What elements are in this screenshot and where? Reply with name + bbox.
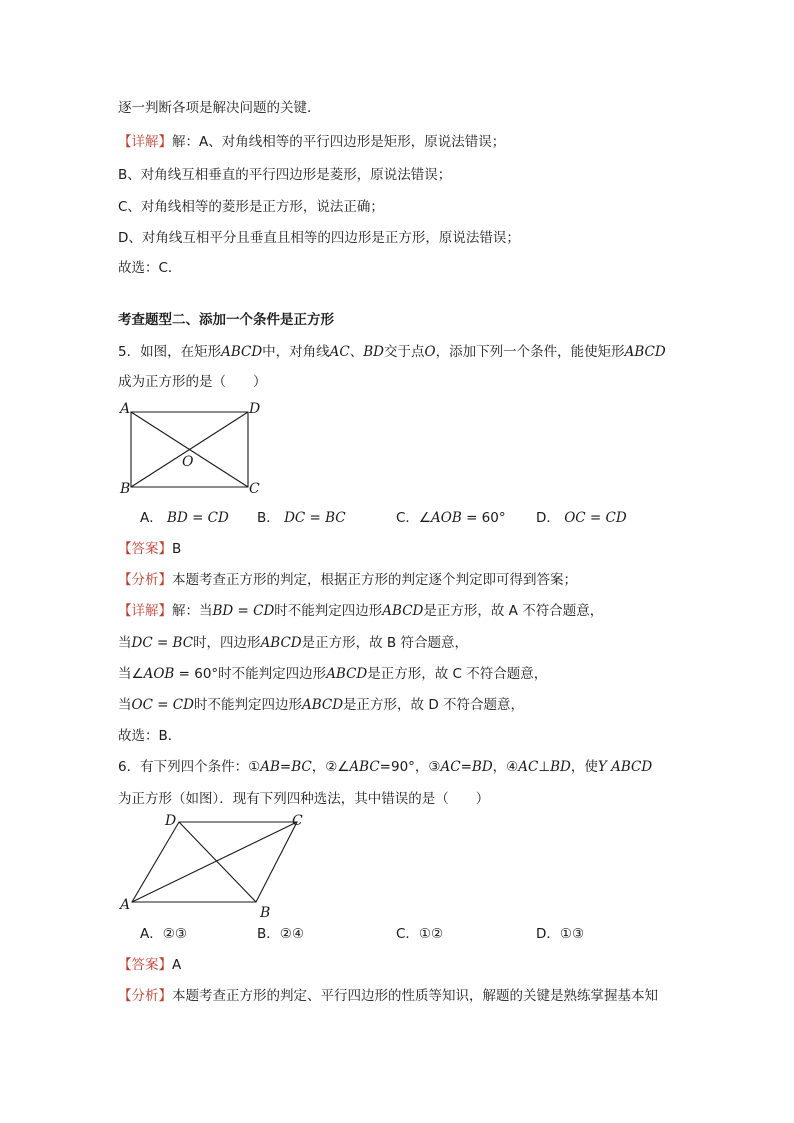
rectangle-figure: [110, 395, 280, 500]
q5-option-d: [536, 509, 627, 527]
answer-value: A: [172, 957, 182, 973]
option-letter: A．: [140, 510, 163, 526]
q6-option-a: A．②③: [140, 926, 187, 942]
q6-option-b: B．②④: [257, 926, 304, 942]
detail-line: [118, 133, 505, 151]
vertex-label-b: B: [120, 481, 131, 497]
detail-text: 时不能判定四边形: [193, 697, 302, 713]
analysis-text: 本题考查正方形的判定、平行四边形的性质等知识，解题的关键是熟练掌握基本知: [172, 988, 658, 1004]
option-math-tail: = 60°: [461, 510, 506, 526]
vertex-label-a: A: [120, 401, 131, 417]
q6-text: ，②∠: [311, 759, 350, 775]
q6-text: =: [279, 759, 292, 775]
text-line: D、对角线互相平分且垂直且相等的四边形是正方形，原说法错误；: [118, 230, 520, 246]
vertex-label-a: A: [120, 897, 131, 913]
option-letter: B．: [257, 510, 280, 526]
diagonal-ac: [132, 822, 297, 902]
math-var: BD: [550, 759, 571, 775]
detail-line: [118, 634, 468, 652]
q5-line2: 成为正方形的是（ ）: [118, 374, 267, 390]
detail-line: [118, 696, 524, 714]
q6-option-c: C．①②: [396, 926, 444, 942]
math-expr: DC = BC: [131, 635, 194, 651]
q5-option-b: [257, 509, 346, 527]
detail-text: 时，四边形: [193, 635, 261, 651]
answer-value: B: [172, 541, 182, 557]
analysis-tag: 【分析】: [118, 988, 172, 1004]
q6-line2: 为正方形（如图）．现有下列四种选法，其中错误的是（ ）: [118, 791, 490, 807]
detail-line: [118, 665, 547, 683]
math-var: AB: [260, 759, 280, 775]
option-math: DC = BC: [284, 510, 346, 526]
answer-line: [118, 956, 181, 974]
option-math: AOB: [431, 510, 462, 526]
q6-text: ，使: [570, 759, 598, 775]
detail-text: 是正方形，故 A 不符合题意，: [423, 603, 604, 619]
math-var: ABC: [349, 759, 380, 775]
detail-text: 解：A、对角线相等的平行四边形是矩形，原说法错误；: [172, 134, 506, 150]
option-letter: C．∠: [396, 510, 432, 526]
analysis-line: [118, 571, 577, 589]
math-var: BD: [363, 344, 385, 360]
math-var: ABCD: [326, 666, 368, 682]
analysis-tag: 【分析】: [118, 572, 172, 588]
math-expr: BD = CD: [212, 603, 275, 619]
text-line: B、对角线互相垂直的平行四边形是菱形，原说法错误；: [118, 167, 452, 183]
text-line: 故选：C．: [118, 260, 182, 276]
question-6: [118, 758, 652, 776]
math-var: ABCD: [260, 635, 302, 651]
option-math: OC = CD: [564, 510, 627, 526]
vertex-label-c: C: [292, 813, 303, 829]
q5-text: 5．如图，在矩形: [118, 344, 222, 360]
q6-text: ，④: [492, 759, 519, 775]
text-line: 逐一判断各项是解决问题的关键．: [118, 100, 321, 116]
q6-text: =: [460, 759, 472, 775]
detail-text: 当∠: [118, 666, 144, 682]
math-var: ABCD: [221, 344, 263, 360]
detail-line: [118, 602, 603, 620]
math-expr: OC = CD: [131, 697, 194, 713]
text-line: C、对角线相等的菱形是正方形，说法正确；: [118, 199, 384, 215]
analysis-line: [118, 987, 658, 1005]
answer-line: [118, 540, 181, 558]
parallelogram-figure: [110, 808, 320, 920]
analysis-text: 本题考查正方形的判定，根据正方形的判定逐个判定即可得到答案；: [172, 572, 577, 588]
detail-tag: 【详解】: [118, 134, 172, 150]
q5-text: ，添加下列一个条件，能使矩形: [435, 344, 625, 360]
math-var: AC: [329, 344, 350, 360]
math-var: BC: [291, 759, 312, 775]
section-heading: 考查题型二、添加一个条件是正方形: [118, 312, 334, 328]
math-var: ABCD: [382, 603, 424, 619]
detail-text: 当: [118, 635, 132, 651]
vertex-label-c: C: [249, 481, 260, 497]
q6-text: =90°，③: [379, 759, 441, 775]
q6-text: ⊥: [538, 759, 551, 775]
detail-tag: 【详解】: [118, 603, 172, 619]
option-math: BD = CD: [167, 510, 229, 526]
detail-text: 是正方形，故 B 符合题意，: [301, 635, 468, 651]
q6-text: 6．有下列四个条件：①: [118, 759, 261, 775]
math-var: AOB: [143, 666, 175, 682]
text-line: 故选：B．: [118, 728, 182, 744]
q6-option-d: D．①③: [536, 926, 585, 942]
math-var: BD: [471, 759, 493, 775]
vertex-label-d: D: [165, 813, 177, 829]
q5-text: 中，对角线: [262, 344, 330, 360]
detail-text: 时不能判定四边形: [274, 603, 383, 619]
q5-text: 交于点: [384, 344, 425, 360]
vertex-label-d: D: [249, 401, 261, 417]
detail-text: 解：当: [172, 603, 213, 619]
answer-tag: 【答案】: [118, 541, 172, 557]
diagonal-bd: [179, 822, 256, 902]
detail-text: 是正方形，故 D 不符合题意，: [343, 697, 525, 713]
detail-text: = 60°时不能判定四边形: [174, 666, 327, 682]
vertex-label-b: B: [260, 905, 271, 920]
question-5: [118, 343, 666, 361]
answer-tag: 【答案】: [118, 957, 172, 973]
option-letter: D．: [536, 510, 560, 526]
math-var: AC: [518, 759, 539, 775]
math-var: Y ABCD: [597, 759, 653, 775]
q5-text: 、: [349, 344, 364, 360]
math-var: AC: [440, 759, 461, 775]
q5-option-a: [140, 509, 229, 527]
math-var: ABCD: [624, 344, 666, 360]
detail-text: 是正方形，故 C 不符合题意，: [367, 666, 548, 682]
detail-text: 当: [118, 697, 132, 713]
center-label-o: O: [182, 454, 194, 470]
math-var: O: [424, 344, 436, 360]
math-var: ABCD: [301, 697, 344, 713]
q5-option-c: [396, 509, 506, 527]
